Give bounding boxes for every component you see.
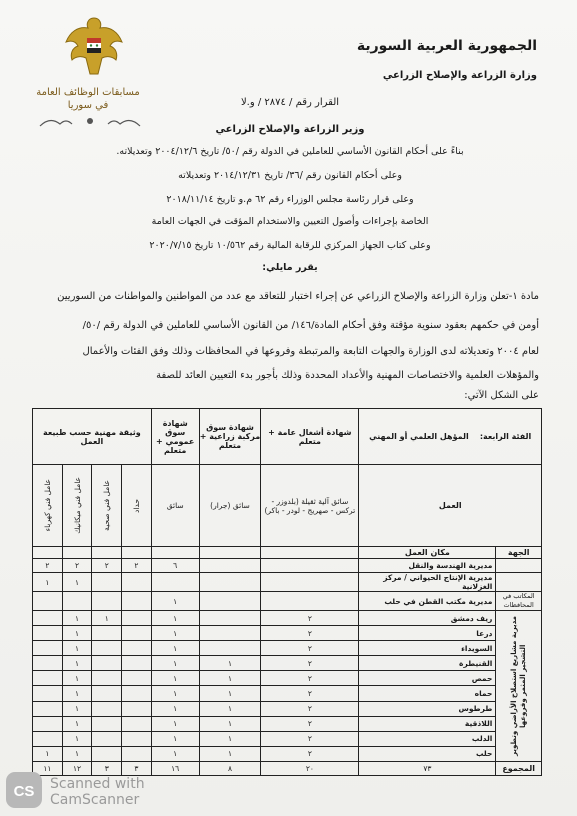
- decides-label: يقرر مايلي:: [262, 262, 318, 273]
- count-cell: ١: [199, 656, 261, 671]
- count-cell: [199, 611, 261, 626]
- table-row: [33, 656, 542, 671]
- watermark-line1: مسابقات الوظائف العامة: [36, 87, 140, 98]
- preamble-line: وعلى كتاب الجهاز المركزي للرقابة المالية رقم ١٠/٥٦٢ تاريخ ٢٠٢٠/٧/١٥: [149, 240, 431, 251]
- count-cell: ٢: [261, 656, 359, 671]
- count-cell: ٢: [62, 559, 92, 573]
- count-cell: [199, 592, 261, 611]
- workplace-cell: حلب: [359, 746, 496, 761]
- count-cell: [199, 559, 261, 573]
- count-cell: ٢: [261, 671, 359, 686]
- count-cell: [122, 611, 152, 626]
- count-cell: ٢: [261, 716, 359, 731]
- count-cell: ٢: [33, 559, 63, 573]
- count-cell: [33, 686, 63, 701]
- job-header: عامل فني صحية: [102, 480, 112, 531]
- workplace-cell: القنيطرة: [359, 656, 496, 671]
- table-row: [33, 559, 542, 573]
- column-group-header: شهادة أشغال عامة + متعلم: [261, 409, 359, 465]
- count-cell: ١: [62, 641, 92, 656]
- preamble-line: بناءً على أحكام القانون الأساسي للعاملين في الدولة رقم /٥٠/ تاريخ ٢٠٠٤/١٢/٦ وتعديلاته.: [116, 146, 464, 157]
- count-cell: ١: [33, 746, 63, 761]
- category-label: الفئة الرابعة:: [479, 432, 532, 441]
- count-cell: [199, 573, 261, 592]
- count-cell: [261, 573, 359, 592]
- table-row: [33, 716, 542, 731]
- workplace-cell: درعا: [359, 626, 496, 641]
- workplace-cell: حمص: [359, 671, 496, 686]
- count-cell: [92, 573, 122, 592]
- count-cell: ٦: [151, 559, 199, 573]
- count-cell: ١: [151, 656, 199, 671]
- grand-total: ٧٣: [359, 762, 496, 776]
- directorate-cell: [496, 611, 542, 762]
- workplace-cell: طرطوس: [359, 701, 496, 716]
- job-header: سائق: [151, 465, 199, 547]
- count-cell: ١: [62, 746, 92, 761]
- count-cell: ١: [199, 731, 261, 746]
- count-cell: [33, 701, 63, 716]
- count-cell: [33, 592, 63, 611]
- count-cell: [122, 686, 152, 701]
- total-cell: ١٦: [151, 762, 199, 776]
- preamble-line: وعلى قرار رئاسة مجلس الوزراء رقم ٦٢ م.و تاريخ ٢٠١٨/١١/١٤: [166, 194, 414, 205]
- column-group-header: وثيقة مهنية حسب طبيعة العمل: [33, 409, 152, 465]
- count-cell: ١: [62, 626, 92, 641]
- count-cell: ١: [62, 701, 92, 716]
- count-cell: ٢: [261, 641, 359, 656]
- entity-cell: [496, 573, 542, 592]
- count-cell: ١: [62, 731, 92, 746]
- count-cell: ١: [151, 671, 199, 686]
- work-label: العمل: [359, 465, 542, 547]
- count-cell: ٢: [261, 746, 359, 761]
- count-cell: [92, 731, 122, 746]
- count-cell: [122, 592, 152, 611]
- workplace-cell: مديرية مكتب القطن في حلب: [359, 592, 496, 611]
- count-cell: [92, 746, 122, 761]
- count-cell: ١: [62, 671, 92, 686]
- scanner-badge-text: CS: [13, 783, 35, 800]
- count-cell: [33, 641, 63, 656]
- job-header: عامل فني ميكانيك: [72, 477, 82, 534]
- count-cell: ١: [199, 746, 261, 761]
- count-cell: ١: [151, 641, 199, 656]
- count-cell: ١: [199, 701, 261, 716]
- count-cell: [122, 656, 152, 671]
- syrian-eagle-emblem: [62, 12, 126, 82]
- table-row: [33, 626, 542, 641]
- table-row: [33, 573, 542, 592]
- count-cell: ١: [92, 611, 122, 626]
- count-cell: ١: [199, 716, 261, 731]
- workplace-cell: اللاذقية: [359, 716, 496, 731]
- job-header-vertical: [92, 465, 122, 547]
- scanner-line2: CamScanner: [50, 792, 140, 808]
- count-cell: [92, 686, 122, 701]
- job-header: عامل فني كهرباء: [42, 479, 52, 532]
- count-cell: ٢: [261, 626, 359, 641]
- camscanner-logo-icon: [4, 770, 44, 810]
- table-row: [33, 641, 542, 656]
- count-cell: ٢: [92, 559, 122, 573]
- workplace-label: مكان العمل: [359, 547, 496, 559]
- column-group-header: شهادة سوق عمومي + متعلم: [151, 409, 199, 465]
- count-cell: [261, 592, 359, 611]
- article-line: على الشكل الآتي:: [464, 390, 539, 401]
- job-header: حداد: [131, 498, 141, 513]
- count-cell: ١: [151, 626, 199, 641]
- table-row: [33, 671, 542, 686]
- watermark-line2: في سوريا: [67, 100, 109, 111]
- count-cell: [33, 731, 63, 746]
- count-cell: [92, 656, 122, 671]
- workplace-cell: حماه: [359, 686, 496, 701]
- job-header: سائق آلية ثقيلة (بلدوزر - تركس - صهريج - لودر - باكر): [261, 465, 359, 547]
- article-line: والمؤهلات العلمية والاختصاصات المهنية والأعداد المحددة وذلك بأجور بدء التعيين العائد للصفة: [156, 370, 539, 381]
- table-row: [33, 701, 542, 716]
- count-cell: ١: [151, 701, 199, 716]
- country-name: الجمهورية العربية السورية: [356, 38, 537, 54]
- entity-label: الجهة: [496, 547, 542, 559]
- count-cell: ١: [151, 686, 199, 701]
- count-cell: [62, 592, 92, 611]
- count-cell: ١: [199, 686, 261, 701]
- table-row: [33, 592, 542, 611]
- total-cell: ٨: [199, 762, 261, 776]
- count-cell: [122, 671, 152, 686]
- count-cell: ٢: [261, 611, 359, 626]
- total-cell: ١٢: [62, 762, 92, 776]
- count-cell: [199, 626, 261, 641]
- count-cell: ١: [62, 656, 92, 671]
- ministry-name: وزارة الزراعة والإصلاح الزراعي: [382, 70, 537, 81]
- job-header-vertical: [122, 465, 152, 547]
- count-cell: [92, 716, 122, 731]
- article-line: أومن في حكمهم بعقود سنوية مؤقتة وفق أحكام المادة/١٤٦/ من القانون الأساسي للعاملين في الدولة رقم /٥٠/: [82, 320, 539, 331]
- count-cell: [122, 716, 152, 731]
- minister-title: وزير الزراعة والإصلاح الزراعي: [215, 124, 365, 135]
- table-row: [33, 746, 542, 761]
- table-row: [33, 731, 542, 746]
- directorate-label: مديرية مشاريع استصلاح الأراضي وتطوير التشجير المثمر وفروعها: [509, 616, 527, 756]
- count-cell: [92, 592, 122, 611]
- count-cell: ١: [62, 686, 92, 701]
- count-cell: [122, 626, 152, 641]
- decision-number: القرار رقم / ٢٨٧٤ / و.لا: [240, 97, 340, 108]
- count-cell: ١: [151, 716, 199, 731]
- count-cell: ١: [151, 746, 199, 761]
- total-cell: ٢٠: [261, 762, 359, 776]
- count-cell: ١: [151, 611, 199, 626]
- workplace-cell: الدلب: [359, 731, 496, 746]
- table-row: [33, 686, 542, 701]
- count-cell: ٢: [261, 686, 359, 701]
- category-cell: [359, 409, 542, 465]
- count-cell: ١: [151, 592, 199, 611]
- count-cell: [33, 611, 63, 626]
- count-cell: ١: [62, 716, 92, 731]
- scanner-watermark: [50, 776, 145, 808]
- count-cell: ١: [62, 611, 92, 626]
- total-cell: ٣: [122, 762, 152, 776]
- vacancies-table: [32, 408, 542, 776]
- count-cell: [92, 701, 122, 716]
- count-cell: ٢: [261, 731, 359, 746]
- offices-label: المكاتب في المحافظات: [496, 592, 542, 611]
- article-line: مادة ١-تعلن وزارة الزراعة والإصلاح الزراعي عن إجراء اختبار للتعاقد مع عدد من المواطنين والمواطنات من السوريين: [57, 291, 539, 302]
- count-cell: [92, 671, 122, 686]
- count-cell: [92, 641, 122, 656]
- count-cell: [199, 641, 261, 656]
- workplace-cell: مديرية الهندسة والنقل: [359, 559, 496, 573]
- count-cell: [122, 701, 152, 716]
- qualification-label: المؤهل العلمي أو المهني: [369, 432, 469, 441]
- count-cell: [33, 626, 63, 641]
- count-cell: [122, 641, 152, 656]
- column-group-header: شهادة سوق مركبة زراعية + متعلم: [199, 409, 261, 465]
- count-cell: ١: [199, 671, 261, 686]
- count-cell: [261, 559, 359, 573]
- count-cell: ١: [33, 573, 63, 592]
- article-line: لعام ٢٠٠٤ وتعديلاته لدى الوزارة والجهات التابعة والمرتبطة وفروعها في المحافظات وذلك وفق الفئات والأعمال: [82, 346, 539, 357]
- count-cell: ١: [151, 731, 199, 746]
- workplace-cell: السويداء: [359, 641, 496, 656]
- count-cell: [122, 573, 152, 592]
- count-cell: [33, 656, 63, 671]
- count-cell: [122, 746, 152, 761]
- count-cell: ٢: [122, 559, 152, 573]
- workplace-cell: ريف دمشق: [359, 611, 496, 626]
- count-cell: [151, 573, 199, 592]
- total-label: المجموع: [496, 762, 542, 776]
- entity-cell: [496, 559, 542, 573]
- total-cell: ٣: [92, 762, 122, 776]
- job-header: سائق (جرار): [199, 465, 261, 547]
- count-cell: [33, 671, 63, 686]
- job-header-vertical: [62, 465, 92, 547]
- preamble-line: وعلى أحكام القانون رقم /٣٦/ تاريخ ٢٠١٤/١٢/٣١ وتعديلاته: [178, 170, 402, 181]
- job-header-vertical: [33, 465, 63, 547]
- table-row: [33, 611, 542, 626]
- count-cell: [122, 731, 152, 746]
- total-cell: ١١: [33, 762, 63, 776]
- count-cell: [33, 716, 63, 731]
- count-cell: ٢: [261, 701, 359, 716]
- scanner-line1: Scanned with: [50, 776, 145, 792]
- preamble-line: الخاصة بإجراءات وأصول التعيين والاستخدام المؤقت في الجهات العامة: [151, 216, 429, 227]
- count-cell: [92, 626, 122, 641]
- count-cell: ١: [62, 573, 92, 592]
- workplace-cell: مديرية الإنتاج الحيواني / مركز الغزلانية: [359, 573, 496, 592]
